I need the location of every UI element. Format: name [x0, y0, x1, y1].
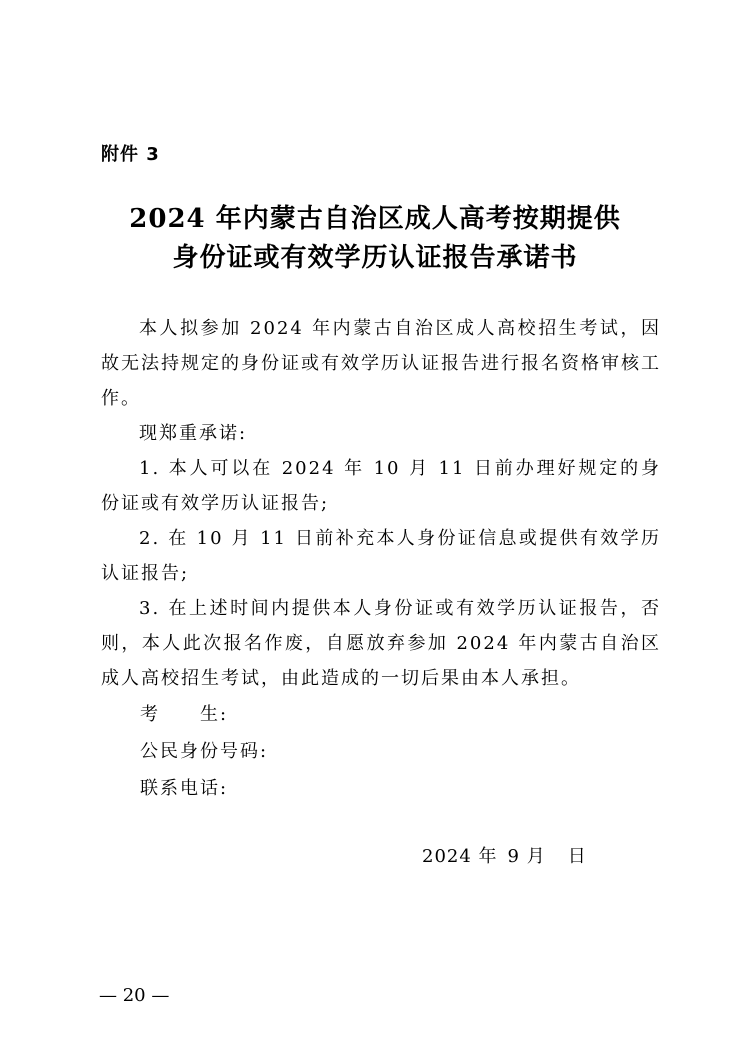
date-year: 2024 年 [422, 846, 498, 867]
date-month: 9 月 [507, 846, 546, 867]
examinee-label-part2: 生: [200, 704, 229, 725]
commitment-item-1: 1. 本人可以在 2024 年 10 月 11 日前办理好规定的身份证或有效学历认证报告; [101, 458, 661, 514]
document-title-line-1: 2024 年内蒙古自治区成人高考按期提供 [129, 204, 621, 234]
phone-field [140, 774, 228, 800]
id-number-label: 公民身份号码: [140, 741, 269, 762]
examinee-label-part1: 考 [140, 704, 160, 725]
attachment-label: 附件 3 [101, 144, 160, 165]
document-title-line-2: 身份证或有效学历认证报告承诺书 [172, 243, 578, 273]
signing-date [422, 842, 587, 868]
id-number-field [140, 737, 268, 763]
commitment-body [101, 311, 661, 696]
commitment-item-2: 2. 在 10 月 11 日前补充本人身份证信息或提供有效学历认证报告; [101, 528, 661, 584]
commitment-heading: 现郑重承诺: [139, 423, 248, 444]
page-number: — 20 — [99, 985, 170, 1006]
phone-label: 联系电话: [140, 778, 229, 799]
commitment-item-3: 3. 在上述时间内提供本人身份证或有效学历认证报告，否则，本人此次报名作废，自愿放弃参加 2024 年内蒙古自治区成人高校招生考试，由此造成的一切后果由本人承担。 [101, 598, 661, 689]
intro-paragraph: 本人拟参加 2024 年内蒙古自治区成人高校招生考试，因故无法持规定的身份证或有效学历认证报告进行报名资格审核工作。 [101, 318, 661, 409]
examinee-field [140, 700, 228, 726]
date-day: 日 [567, 846, 587, 867]
